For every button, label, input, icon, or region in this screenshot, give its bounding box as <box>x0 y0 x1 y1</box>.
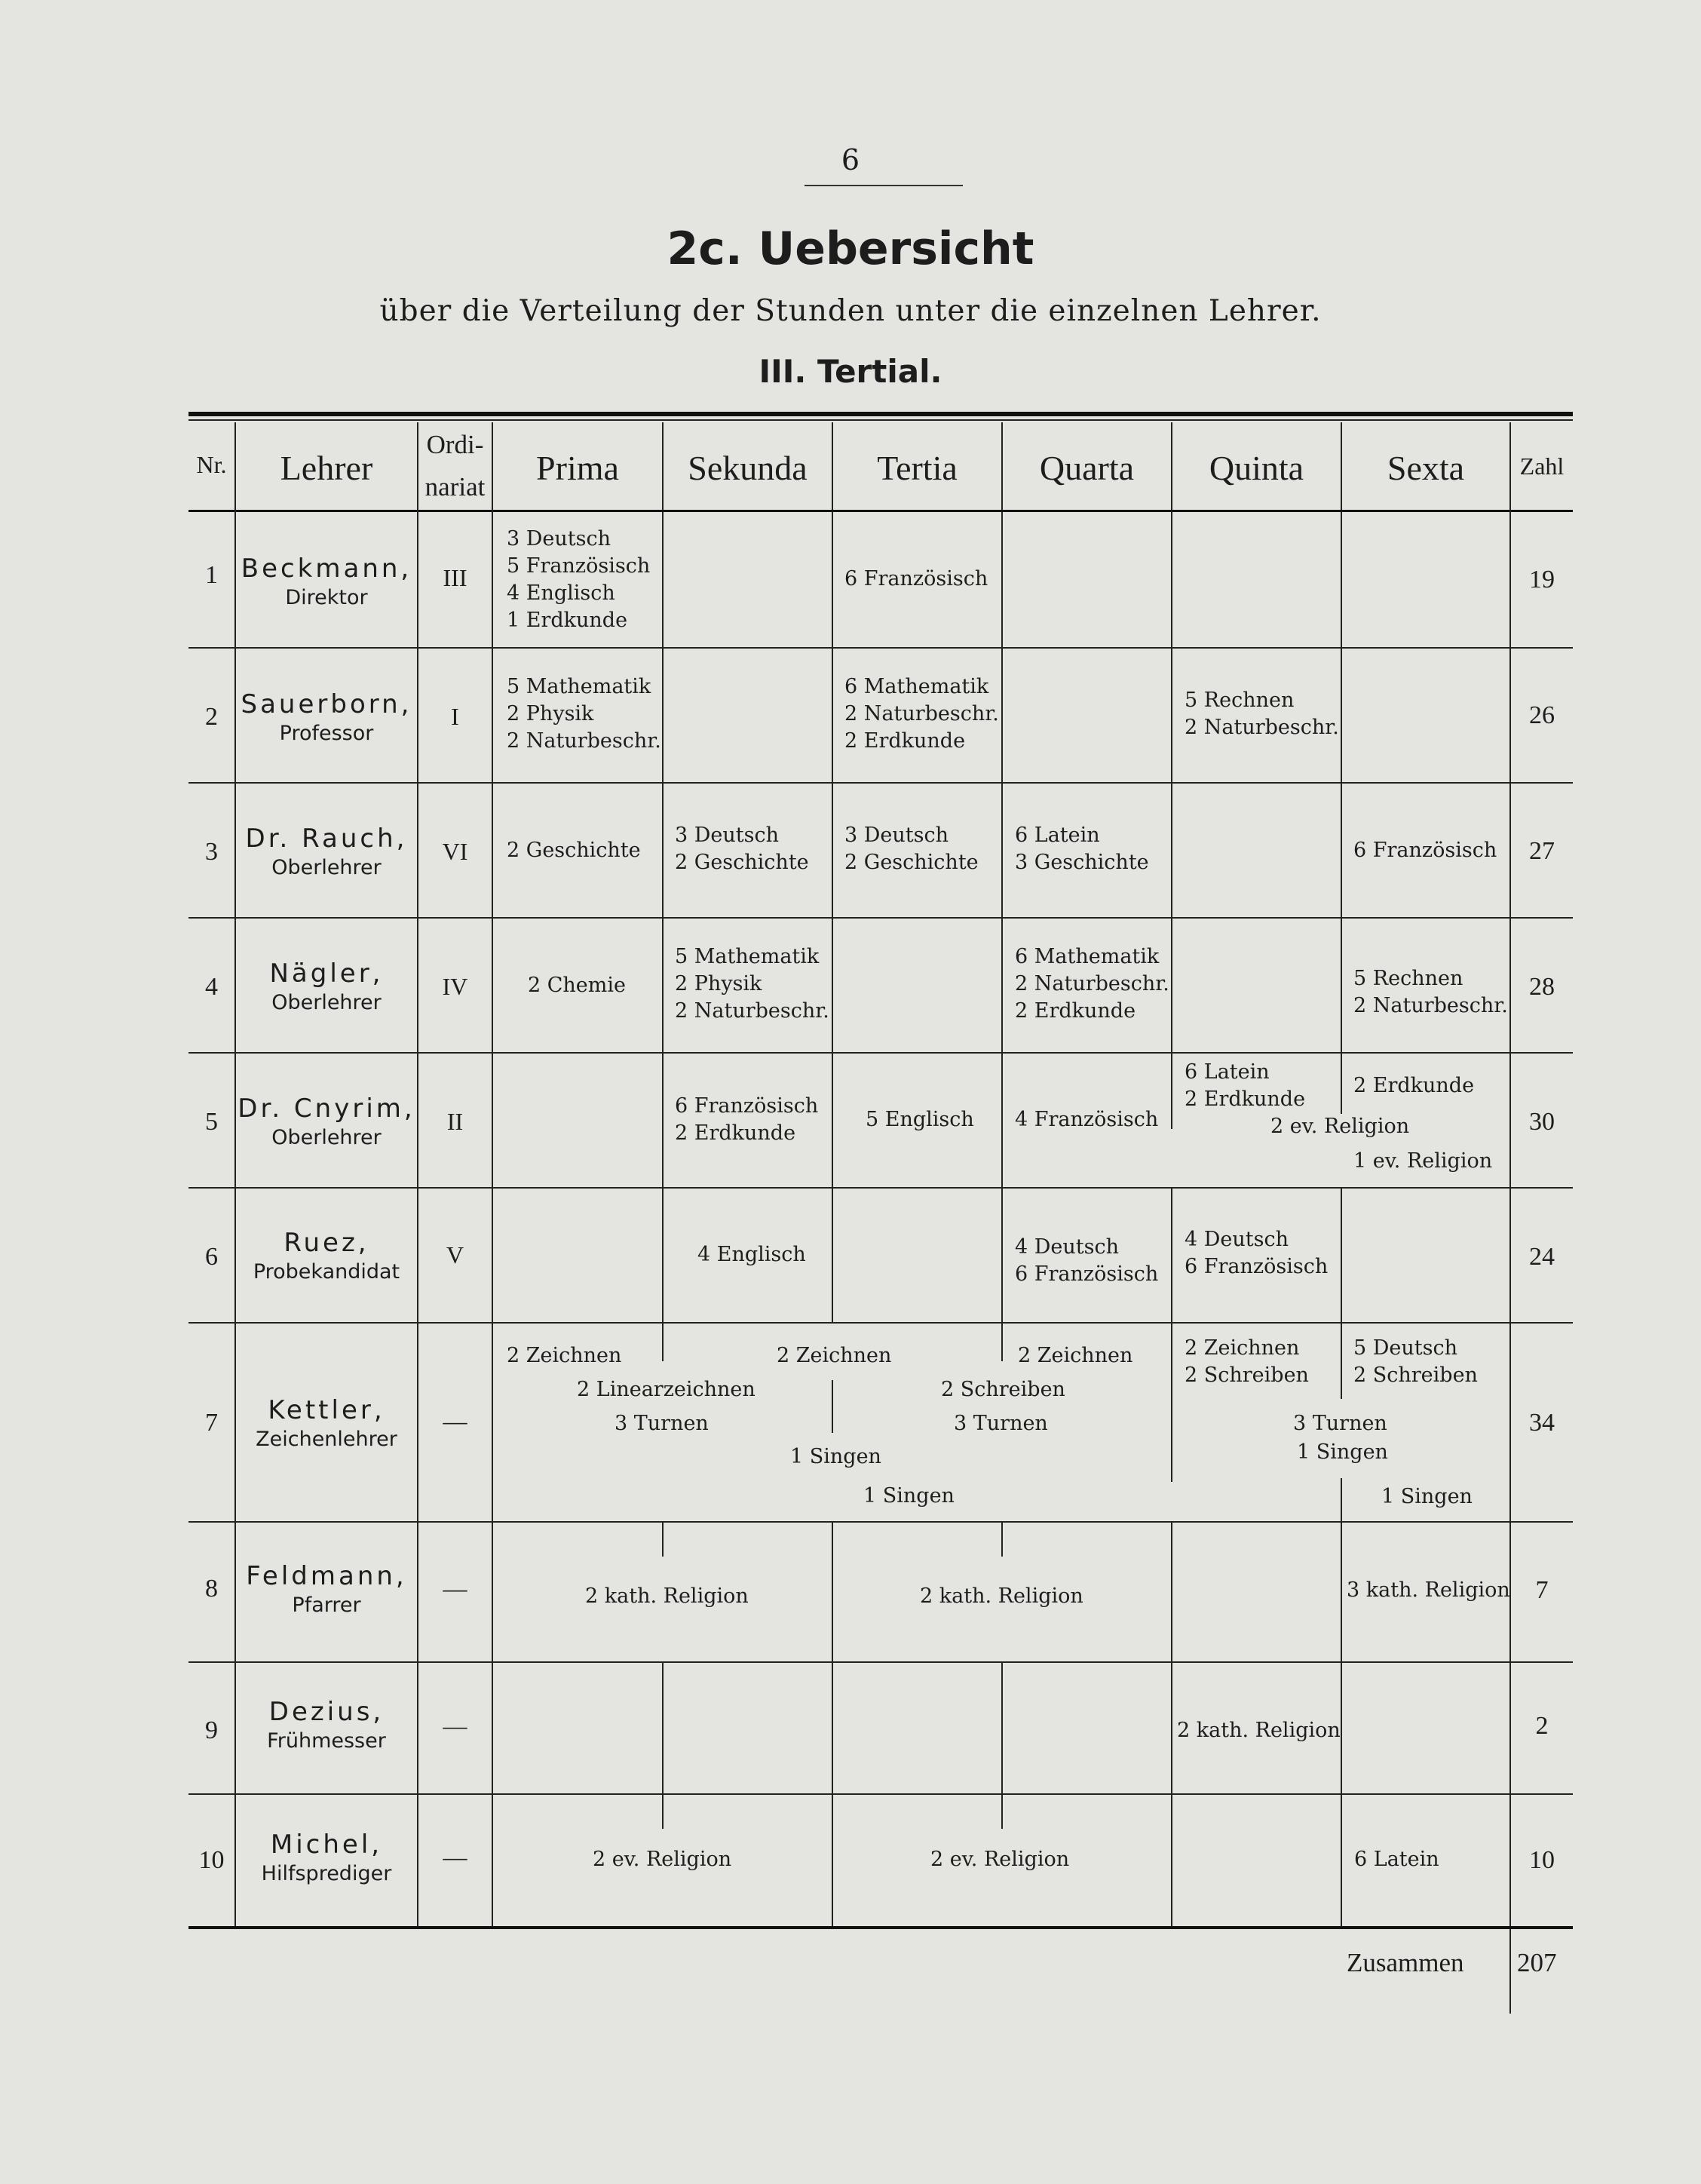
teacher-role: Oberlehrer <box>271 856 382 879</box>
col-divider <box>662 1324 664 1361</box>
col-divider <box>1341 1795 1342 1926</box>
cell-prima: 5 Mathematik 2 Physik 2 Naturbeschr. <box>507 675 661 753</box>
cell-sexta: 6 Französisch <box>1353 839 1497 862</box>
row-zahl: 28 <box>1529 973 1555 1001</box>
teacher-name: Sauerborn, <box>241 689 412 719</box>
col-divider <box>1001 1324 1003 1361</box>
row-zahl: 19 <box>1529 566 1555 594</box>
cell-tertia: 6 Französisch <box>844 567 988 590</box>
teacher-name: Beckmann, <box>241 554 412 584</box>
teacher-role: Probekandidat <box>253 1260 400 1284</box>
teacher-role: Oberlehrer <box>271 991 382 1014</box>
header-nr: Nr. <box>196 451 227 478</box>
header-rule <box>188 510 1573 512</box>
col-divider <box>1171 1054 1172 1129</box>
teacher-name: Dr. Rauch, <box>245 824 408 854</box>
row-ordinariat: V <box>446 1241 464 1268</box>
row-ordinariat: I <box>451 703 459 730</box>
teacher <box>236 957 417 1016</box>
col-divider <box>1001 1663 1003 1793</box>
col-divider <box>832 1523 833 1661</box>
col-divider <box>662 1054 664 1187</box>
teacher <box>236 822 417 881</box>
cell-quinta-sexta-span: 2 ev. Religion <box>1270 1115 1410 1138</box>
section-heading: III. Tertial. <box>759 353 942 390</box>
col-divider <box>832 1795 833 1926</box>
col-divider <box>1341 1478 1342 1521</box>
col-divider <box>662 512 664 1052</box>
row-divider <box>188 1661 1573 1663</box>
row-zahl: 34 <box>1529 1409 1555 1437</box>
teacher-name: Ruez, <box>284 1228 369 1258</box>
cell-quinta: 2 Zeichnen 2 Schreiben <box>1185 1336 1309 1387</box>
row-divider <box>188 1793 1573 1795</box>
col-divider <box>662 1189 664 1322</box>
teacher-name: Kettler, <box>268 1395 385 1425</box>
teacher-role: Hilfsprediger <box>261 1862 392 1885</box>
col-divider <box>662 1523 664 1557</box>
cell-tertia: 3 Deutsch 2 Geschichte <box>844 824 979 874</box>
cell-sexta: 3 kath. Religion <box>1347 1578 1510 1602</box>
row-zahl: 26 <box>1529 701 1555 729</box>
cell-prima-sekunda: 2 kath. Religion <box>585 1584 749 1608</box>
row-zahl: 24 <box>1529 1243 1555 1271</box>
col-divider <box>662 1663 664 1793</box>
row-zahl: 7 <box>1535 1576 1549 1604</box>
teacher-role: Direktor <box>285 586 368 609</box>
cell-sekunda: 3 Deutsch 2 Geschichte <box>675 824 809 874</box>
col-divider-sexta <box>1509 422 1511 1926</box>
row-ordinariat: II <box>446 1108 464 1135</box>
teacher-role: Oberlehrer <box>271 1126 382 1149</box>
col-divider <box>1341 1523 1342 1661</box>
row-divider <box>188 782 1573 784</box>
header-sekunda: Sekunda <box>688 449 808 487</box>
row-nr: 5 <box>205 1108 218 1136</box>
teacher-role: Professor <box>279 722 374 745</box>
col-divider <box>662 1795 664 1829</box>
teacher-name: Michel, <box>270 1830 383 1860</box>
teacher <box>236 552 417 611</box>
col-divider <box>832 512 833 1052</box>
col-divider <box>1341 1189 1342 1322</box>
cell-tertia-quarta: 3 Turnen <box>954 1412 1048 1435</box>
cell-quarta: 2 Zeichnen <box>1018 1344 1133 1367</box>
row-zahl: 2 <box>1535 1712 1549 1740</box>
row-ordinariat: VI <box>442 838 468 865</box>
row-nr: 3 <box>205 838 218 866</box>
col-divider <box>1341 1054 1342 1114</box>
cell-quinta-sexta: 1 Singen <box>1297 1440 1388 1464</box>
cell-sexta: 1 Singen <box>1381 1485 1473 1508</box>
cell-quarta: 4 Französisch <box>1015 1108 1159 1131</box>
cell-prima-tertia-span: 4 Englisch <box>697 1243 806 1266</box>
col-divider <box>1001 512 1003 1052</box>
cell-tertia-quarta: 2 Schreiben <box>941 1378 1065 1401</box>
row-nr: 9 <box>205 1716 218 1744</box>
col-divider <box>832 1054 833 1187</box>
table-top-rule <box>188 412 1573 416</box>
teacher <box>236 1226 417 1285</box>
row-ordinariat: — <box>443 1575 467 1602</box>
col-divider <box>1171 1663 1172 1793</box>
header-lehrer: Lehrer <box>280 449 373 487</box>
cell-sexta: 2 Erdkunde <box>1353 1074 1475 1097</box>
teacher <box>236 1092 417 1151</box>
col-divider <box>1001 1795 1003 1829</box>
cell-quarta: 6 Mathematik 2 Naturbeschr. 2 Erdkunde <box>1015 945 1169 1023</box>
col-divider <box>1001 1523 1003 1557</box>
row-ordinariat: — <box>443 1843 467 1870</box>
row-divider <box>188 1322 1573 1324</box>
cell-quinta: 6 Latein 2 Erdkunde <box>1185 1060 1306 1111</box>
page-number-rule <box>805 185 963 186</box>
row-ordinariat: IV <box>442 973 468 1000</box>
header-sexta: Sexta <box>1387 449 1465 487</box>
teacher <box>236 1828 417 1887</box>
col-divider <box>1341 1324 1342 1399</box>
teacher <box>236 1560 417 1618</box>
row-divider <box>188 647 1573 649</box>
teacher-name: Dr. Cnyrim, <box>238 1094 415 1124</box>
cell-quarta: 4 Deutsch 6 Französisch <box>1015 1235 1159 1286</box>
cell-tertia: 5 Englisch <box>866 1108 974 1131</box>
cell-prima-sekunda: 3 Turnen <box>615 1412 709 1435</box>
cell-sexta: 6 Latein <box>1354 1848 1439 1871</box>
cell-quarta: 6 Latein 3 Geschichte <box>1015 824 1149 874</box>
total-value: 207 <box>1517 1948 1557 1977</box>
cell-tertia-quarta: 2 ev. Religion <box>930 1848 1070 1871</box>
cell-sexta: 5 Rechnen 2 Naturbeschr. <box>1353 967 1508 1017</box>
cell-prima-quinta: 1 Singen <box>863 1484 955 1508</box>
teacher <box>236 1695 417 1754</box>
row-divider <box>188 917 1573 919</box>
teacher-name: Feldmann, <box>246 1561 407 1591</box>
cell-quinta-sexta: 3 Turnen <box>1293 1412 1387 1435</box>
page-subtitle: über die Verteilung der Stunden unter die einzelnen Lehrer. <box>379 294 1322 328</box>
row-divider <box>188 1187 1573 1189</box>
table-top-rule-thin <box>188 419 1573 421</box>
teacher-name: Nägler, <box>269 959 384 989</box>
header-zahl: Zahl <box>1519 452 1565 480</box>
col-divider <box>1171 1523 1172 1661</box>
row-zahl: 30 <box>1529 1108 1555 1136</box>
col-divider <box>1171 1189 1172 1322</box>
row-nr: 8 <box>205 1575 218 1603</box>
cell-prima-sekunda: 2 Linearzeichnen <box>577 1378 755 1401</box>
cell-sekunda-tertia: 2 Zeichnen <box>777 1344 892 1367</box>
header-tertia: Tertia <box>877 449 958 487</box>
page-number: 6 <box>841 143 860 176</box>
cell-sexta: 5 Deutsch 2 Schreiben <box>1353 1336 1478 1387</box>
col-divider <box>832 1380 833 1433</box>
cell-prima-sekunda: 2 ev. Religion <box>593 1848 732 1871</box>
page-title: 2c. Uebersicht <box>667 222 1034 275</box>
col-divider <box>832 1663 833 1793</box>
teacher-name: Dezius, <box>268 1697 385 1727</box>
row-nr: 10 <box>198 1846 225 1874</box>
cell-sekunda: 5 Mathematik 2 Physik 2 Naturbeschr. <box>675 945 829 1023</box>
cell-prima: 2 Geschichte <box>507 839 641 862</box>
cell-quinta: 5 Rechnen 2 Naturbeschr. <box>1185 689 1339 739</box>
total-divider <box>1509 1929 1511 2014</box>
cell-prima: 2 Zeichnen <box>507 1344 622 1367</box>
table-bottom-rule <box>188 1926 1573 1929</box>
header-ordinariat-line2: nariat <box>424 472 486 502</box>
col-divider <box>1001 1054 1003 1187</box>
row-ordinariat: — <box>443 1712 467 1739</box>
col-divider <box>1171 1324 1172 1482</box>
cell-quinta: 2 kath. Religion <box>1177 1719 1341 1742</box>
cell-prima: 2 Chemie <box>528 974 627 997</box>
col-divider <box>1001 1189 1003 1322</box>
teacher <box>236 688 417 747</box>
total-label: Zusammen <box>1347 1948 1464 1977</box>
header-ordinariat-line1: Ordi- <box>426 430 484 459</box>
row-nr: 4 <box>205 973 218 1001</box>
teacher-role: Pfarrer <box>292 1594 361 1617</box>
row-divider <box>188 1521 1573 1523</box>
row-zahl: 27 <box>1529 837 1555 865</box>
cell-sexta: 1 ev. Religion <box>1353 1149 1493 1173</box>
row-zahl: 10 <box>1529 1846 1555 1874</box>
header-quarta: Quarta <box>1039 449 1135 487</box>
col-divider <box>1341 512 1342 1052</box>
cell-prima-tertia: 1 Singen <box>790 1445 881 1468</box>
cell-prima: 3 Deutsch 5 Französisch 4 Englisch 1 Erdkunde <box>507 527 651 632</box>
row-nr: 2 <box>205 703 218 731</box>
col-divider <box>1171 1795 1172 1926</box>
teacher-role: Frühmesser <box>267 1729 386 1753</box>
col-divider <box>832 1189 833 1322</box>
col-divider-lehrer <box>417 422 418 1926</box>
col-divider-ordinariat <box>492 422 493 1926</box>
cell-sekunda: 6 Französisch 2 Erdkunde <box>675 1094 819 1145</box>
teacher-role: Zeichenlehrer <box>256 1428 397 1451</box>
row-nr: 6 <box>205 1243 218 1271</box>
teacher <box>236 1394 417 1452</box>
row-nr: 1 <box>205 561 218 589</box>
col-divider <box>1171 512 1172 1052</box>
header-quinta: Quinta <box>1209 449 1304 487</box>
row-nr: 7 <box>205 1409 218 1437</box>
cell-tertia-quarta: 2 kath. Religion <box>920 1584 1083 1608</box>
row-ordinariat: — <box>443 1407 467 1434</box>
header-prima: Prima <box>536 449 619 487</box>
cell-quinta: 4 Deutsch 6 Französisch <box>1185 1228 1329 1278</box>
row-ordinariat: III <box>443 564 467 591</box>
cell-tertia: 6 Mathematik 2 Naturbeschr. 2 Erdkunde <box>844 675 999 753</box>
col-divider <box>1341 1663 1342 1793</box>
row-divider <box>188 1052 1573 1054</box>
